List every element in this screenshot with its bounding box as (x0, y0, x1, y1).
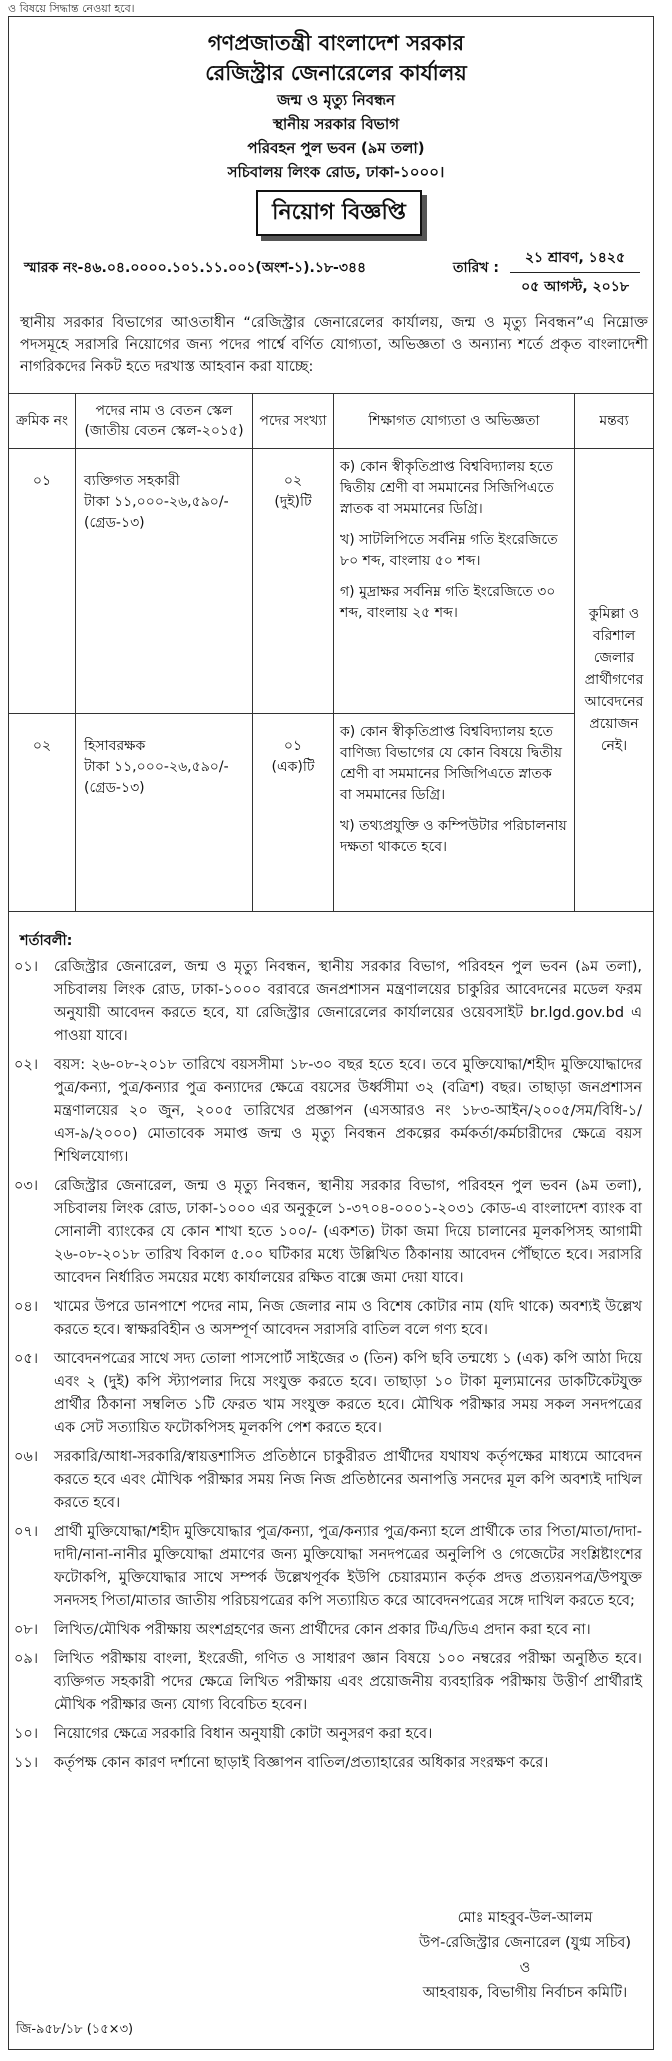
pay-scale: টাকা ১১,০০০-২৬,৫৯০/- (84, 494, 229, 510)
office-name: রেজিস্ট্রার জেনারেলের কার্যালয় (205, 61, 467, 85)
row-post (76, 449, 253, 714)
signatory-conjunction: ও (519, 1960, 531, 1976)
office-division: স্থানীয় সরকার বিভাগ (272, 115, 400, 133)
list-item (14, 1296, 642, 1342)
office-address: সচিবালয় লিংক রোড, ঢাকা-১০০০। (227, 163, 445, 181)
row-remarks: কুমিল্লা ও বরিশাল জেলার প্রার্থীগণের আবেদনের প্রয়োজন নেই। (575, 449, 654, 912)
table-header-row (9, 394, 654, 449)
date-label: তারিখ : (453, 260, 499, 276)
signatory-role: আহবায়ক, বিভাগীয় নির্বাচন কমিটি। (422, 1985, 628, 2001)
term-text: নিয়োগের ক্ষেত্রে সরকারি বিধান অনুযায়ী কোটা অনুসরণ করা হবে। (54, 1726, 433, 1742)
term-number: ০৬। (14, 1449, 39, 1465)
term-text: বয়স: ২৬-০৮-২০১৮ তারিখে বয়সসীমা ১৮-৩০ বছর হতে হবে। তবে মুক্তিযোদ্ধা/শহীদ মুক্তিযোদ্ধাদের পুত্র/কন্যা, পুত্র/কন্যার পুত্র কন্যাদের ক্ষেত্রে বয়সের উর্ধ্বসীমা ৩২ (বত্রিশ) বছর। তাছাড়া জনপ্রশাসন মন্ত্রণালয়ের ২০ জুন, ২০০৫ তারিখের প্রজ্ঞাপন (এসআরও নং ১৮৩-আইন/২০০৫/সম/বিধি-১/এস-৯/২০০০) মোতাবেক সমাপ্ত জন্ম ও মৃত্যু নিবন্ধন প্রকল্পের কর্মকর্তা/কর্মচারীদের ক্ষেত্রে বয়স শিথিলযোগ্য। (54, 1057, 642, 1165)
list-item (14, 1175, 642, 1290)
date-block (510, 246, 640, 299)
row-count (253, 714, 334, 912)
pay-grade: (গ্রেড-১৩) (84, 515, 145, 531)
term-text: খামের উপরে ডানপাশে পদের নাম, নিজ জেলার নাম ও বিশেষ কোটার নাম (যদি থাকে) অবশ্যই উল্লেখ করতে হবে। স্বাক্ষরবিহীন ও অসম্পূর্ণ আবেদন সরাসরি বাতিল বলে গণ্য হবে। (54, 1299, 642, 1338)
term-number: ০৩। (14, 1178, 39, 1194)
terms-title: শর্তাবলী: (20, 933, 73, 949)
qualification-item: ক) কোন স্বীকৃতিপ্রাপ্ত বিশ্ববিদ্যালয় হতে বাণিজ্য বিভাগের যে কোন বিষয়ে দ্বিতীয় শ্রেণী বা সমমানের সিজিপিএতে স্নাতক বা সমমানের ডিগ্রি। (340, 724, 563, 803)
term-number: ১০। (14, 1726, 39, 1742)
list-item (14, 1054, 642, 1169)
list-item (14, 1446, 642, 1515)
row-qualifications (334, 449, 575, 714)
term-text: আবেদনপত্রের সাথে সদ্য তোলা পাসপোর্ট সাইজের ৩ (তিন) কপি ছবি তন্মধ্যে ১ (এক) কপি আঠা দিয়ে এবং ২ (দুই) কপি স্ট্যাপলার দিয়ে সংযুক্ত করতে হবে। তাছাড়া ১০ টাকা মূল্যমানের ডাকটিকেটযুক্ত প্রার্থীর ঠিকানা সম্বলিত ১টি ফেরত খাম সংযুক্ত করতে হবে। মৌখিক পরীক্ষার সময় সকল সনদপত্রের এক সেট সত্যায়িত ফটোকপিসহ মূলকপি পেশ করতে হবে। (54, 1351, 642, 1436)
term-number: ০৮। (14, 1622, 39, 1638)
memo-number: স্মারক নং-৪৬.০৪.০০০০.১০১.১১.০০১(অংশ-১).১৮-৩৪৪ (24, 260, 367, 276)
list-item (14, 1648, 642, 1717)
posts-table (8, 393, 654, 912)
intro-paragraph: স্থানীয় সরকার বিভাগের আওতাধীন “রেজিস্ট্রার জেনারেলের কার্যালয়, জন্ম ও মৃত্যু নিবন্ধন”এ নিম্নোক্ত পদসমূহে সরাসরি নিয়োগের জন্য পদের পার্শ্বে বর্ণিত যোগ্যতা, অভিজ্ঞতা ও অন্যান্য শর্তে প্রকৃত বাংলাদেশী নাগরিকদের নিকট হতে দরখাস্ত আহবান করা যাচ্ছে: (20, 315, 648, 375)
term-number: ০৭। (14, 1524, 39, 1540)
qualification-item: গ) মুদ্রাক্ষর সর্বনিম্ন গতি ইংরেজিতে ৩০ শব্দ, বাংলায় ২৫ শব্দ। (340, 584, 556, 621)
qualification-item: ক) কোন স্বীকৃতিপ্রাপ্ত বিশ্ববিদ্যালয় হতে দ্বিতীয় শ্রেণী বা সমমানের সিজিপিএতে স্নাতক বা সমমানের ডিগ্রি। (340, 459, 554, 517)
list-item (14, 956, 642, 1048)
list-item (14, 1521, 642, 1613)
row-count (253, 449, 334, 714)
term-text: রেজিস্ট্রার জেনারেল, জন্ম ও মৃত্যু নিবন্ধন, স্থানীয় সরকার বিভাগ, পরিবহন পুল ভবন (৯ম তলা), সচিবালয় লিংক রোড, ঢাকা-১০০০ এর অনুকূলে ১-৩৭০৪-০০০১-২০৩১ কোড-এ বাংলাদেশ ব্যাংক বা সোনালী ব্যাংকের যে কোন শাখা হতে ১০০/- (একশত) টাকা জমা দিয়ে চালানের মূলকপিসহ আগামী ২৬-০৮-২০১৮ তারিখ বিকাল ৫.০০ ঘটিকার মধ্যে উল্লিখিত ঠিকানায় আবেদন পৌঁছাতে হবে। সরাসরি আবেদন নির্ধারিত সময়ের মধ্যে কার্যালয়ের রক্ষিত বাক্সে জমা দেয়া যাবে। (54, 1178, 642, 1286)
reference-number: জি-৯৫৮/১৮ (১৫×৩) (16, 2022, 134, 2037)
term-text: কর্তৃপক্ষ কোন কারণ দর্শানো ছাড়াই বিজ্ঞাপন বাতিল/প্রত্যাহারের অধিকার সংরক্ষণ করে। (54, 1755, 549, 1771)
notice-title: নিয়োগ বিজ্ঞপ্তি (256, 190, 422, 236)
term-number: ০৯। (14, 1651, 39, 1667)
term-number: ০৫। (14, 1351, 39, 1367)
signatory-designation: উপ-রেজিস্ট্রার জেনারেল (যুগ্ম সচিব) (418, 1935, 631, 1951)
post-count-words: (এক)টি (271, 759, 315, 775)
post-count: ০১ (283, 738, 303, 754)
row-qualifications (334, 714, 575, 912)
row-serial: ০১ (9, 449, 76, 714)
office-building: পরিবহন পুল ভবন (৯ম তলা) (247, 139, 425, 157)
term-text: প্রার্থী মুক্তিযোদ্ধা/শহীদ মুক্তিযোদ্ধার পুত্র/কন্যা, পুত্র/কন্যার পুত্র/কন্যা হলে প্রার্থীকে তার পিতা/মাতা/দাদা-দাদী/নানা-নানীর মুক্তিযোদ্ধা প্রমাণের জন্য মুক্তিযোদ্ধা সনদপত্রের অনুলিপি ও গেজেটের সংশ্লিষ্টাংশের ফটোকপি, মুক্তিযোদ্ধার সাথে সম্পর্ক উল্লেখপূর্বক ইউপি চেয়ারম্যান কর্তৃক প্রদত্ত প্রত্যয়নপত্র/উপযুক্ত সনদসহ পিতা/মাতার জাতীয় পরিচয়পত্রের কপি সত্যায়িত করে আবেদনপত্রের সঙ্গে দাখিল করতে হবে; (54, 1524, 642, 1609)
date-english: ০৫ আগস্ট, ২০১৮ (521, 279, 629, 295)
signatory-name: মোঃ মাহবুব-উল-আলম (457, 1910, 593, 1926)
header-count: পদের সংখ্যা (253, 394, 334, 449)
govt-name: গণপ্রজাতন্ত্রী বাংলাদেশ সরকার (207, 31, 465, 55)
term-number: ০৪। (14, 1299, 39, 1315)
post-name: হিসাবরক্ষক (84, 738, 146, 754)
table-row (9, 714, 654, 912)
term-number: ১১। (14, 1755, 39, 1771)
office-unit: জন্ম ও মৃত্যু নিবন্ধন (277, 91, 395, 109)
header-post: পদের নাম ও বেতন স্কেল (জাতীয় বেতন স্কেল-২০১৫) (76, 394, 253, 449)
row-post (76, 714, 253, 912)
list-item (14, 1619, 642, 1642)
table-row (9, 449, 654, 714)
top-fragment-text: ও বিষয়ে সিদ্ধান্ত নেওয়া হবে। (8, 2, 135, 14)
post-name: ব্যক্তিগত সহকারী (84, 473, 180, 489)
list-item (14, 1723, 642, 1746)
pay-scale: টাকা ১১,০০০-২৬,৫৯০/- (84, 759, 229, 775)
signature-block (400, 1906, 650, 2006)
date-bangla: ২১ শ্রাবণ, ১৪২৫ (510, 246, 640, 273)
header-serial: ক্রমিক নং (9, 394, 76, 449)
term-text: রেজিস্ট্রার জেনারেল, জন্ম ও মৃত্যু নিবন্ধন, স্থানীয় সরকার বিভাগ, পরিবহন পুল ভবন (৯ম তলা), সচিবালয় লিংক রোড, ঢাকা-১০০০ বরাবরে জনপ্রশাসন মন্ত্রণালয়ের চাকুরির আবেদনের মডেল ফরম অনুযায়ী আবেদন করতে হবে, যা রেজিস্ট্রার জেনারেলের কার্যালয়ের ওয়েবসাইট br.lgd.gov.bd এ পাওয়া যাবে। (54, 959, 642, 1044)
term-text: সরকারি/আধা-সরকারি/স্বায়ত্তশাসিত প্রতিষ্ঠানে চাকুরীরত প্রার্থীদের যথাযথ কর্তৃপক্ষের মাধ্যমে আবেদন করতে হবে এবং মৌখিক পরীক্ষার সময় নিজ নিজ প্রতিষ্ঠানের অনাপত্তি সনদের মূল কপি অবশ্যই দাখিল করতে হবে। (54, 1449, 642, 1511)
pay-grade: (গ্রেড-১৩) (84, 780, 145, 796)
qualification-item: খ) সাটলিপিতে সর্বনিম্ন গতি ইংরেজিতে ৮০ শব্দ, বাংলায় ৫০ শব্দ। (340, 532, 558, 569)
post-count: ০২ (283, 473, 303, 489)
term-text: লিখিত পরীক্ষায় বাংলা, ইংরেজী, গণিত ও সাধারণ জ্ঞান বিষয়ে ১০০ নম্বরের পরীক্ষা অনুষ্ঠিত হবে। ব্যক্তিগত সহকারী পদের ক্ষেত্রে লিখিত পরীক্ষায় এবং প্রয়োজনীয় ব্যবহারিক পরীক্ষায় উত্তীর্ণ প্রার্থীরাই মৌখিক পরীক্ষার জন্য যোগ্য বিবেচিত হবেন। (54, 1651, 642, 1713)
terms-list (14, 956, 642, 1781)
qualification-item: খ) তথ্যপ্রযুক্তি ও কম্পিউটার পরিচালনায় দক্ষতা থাকতে হবে। (340, 818, 567, 855)
header-qualification: শিক্ষাগত যোগ্যতা ও অভিজ্ঞতা (334, 394, 575, 449)
term-number: ০২। (14, 1057, 39, 1073)
list-item (14, 1752, 642, 1775)
post-count-words: (দুই)টি (274, 494, 312, 510)
term-text: লিখিত/মৌখিক পরীক্ষায় অংশগ্রহণের জন্য প্রার্থীদের কোন প্রকার টিএ/ডিএ প্রদান করা হবে না। (54, 1622, 591, 1638)
term-number: ০১। (14, 959, 39, 975)
list-item (14, 1348, 642, 1440)
row-serial: ০২ (9, 714, 76, 912)
header-remarks: মন্তব্য (575, 394, 654, 449)
office-header (0, 28, 672, 184)
